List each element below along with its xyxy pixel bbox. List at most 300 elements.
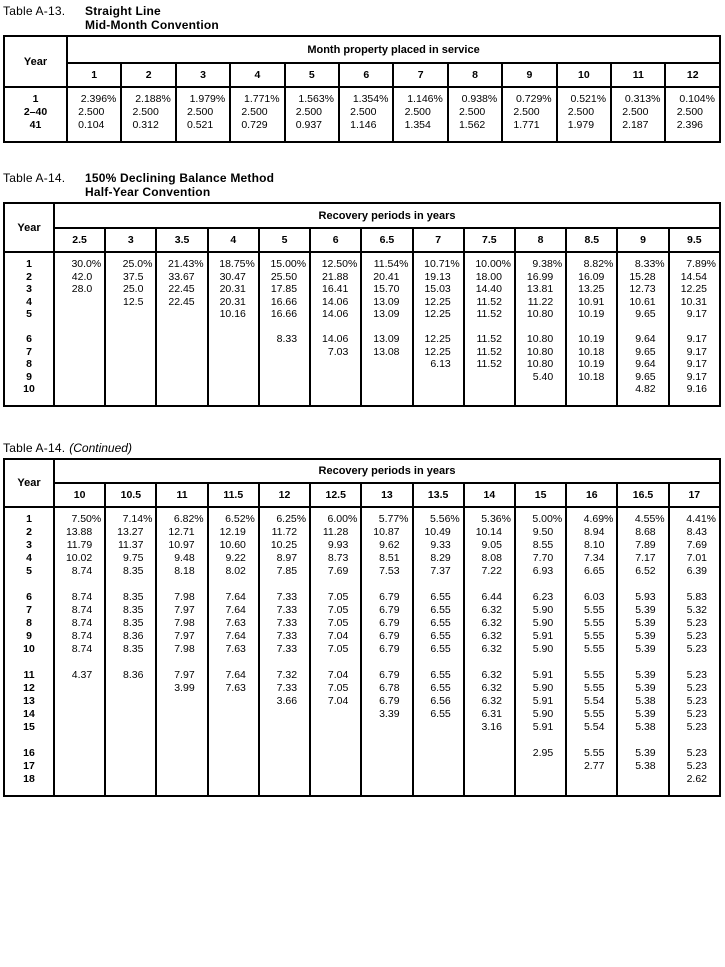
value-cell bbox=[617, 578, 668, 591]
value-cell: 8.33 bbox=[259, 333, 310, 346]
value-cell: 5.38 bbox=[617, 760, 668, 773]
value-cell: 5.23 bbox=[669, 682, 720, 695]
value-cell: 5.39 bbox=[617, 630, 668, 643]
value-cell: 2.500 bbox=[176, 106, 230, 119]
value-cell: 7.37 bbox=[413, 565, 464, 578]
table-row bbox=[4, 539, 720, 552]
value-cell bbox=[464, 747, 515, 760]
value-cell: 2.500 bbox=[502, 106, 556, 119]
value-cell bbox=[259, 760, 310, 773]
year-cell: 2–40 bbox=[4, 106, 67, 119]
table-a14-cont-continued: (Continued) bbox=[69, 440, 132, 455]
value-cell: 0.313% bbox=[611, 87, 665, 106]
value-cell bbox=[208, 721, 259, 734]
year-cell: 7 bbox=[4, 346, 54, 359]
value-cell bbox=[156, 695, 207, 708]
spacer-row bbox=[4, 578, 720, 591]
value-cell: 7.98 bbox=[156, 643, 207, 656]
value-cell bbox=[464, 321, 515, 334]
value-cell: 7.89% bbox=[669, 252, 720, 271]
value-cell: 16.41 bbox=[310, 283, 361, 296]
value-cell bbox=[259, 358, 310, 371]
value-cell: 16.66 bbox=[259, 308, 310, 321]
table-row bbox=[4, 591, 720, 604]
value-cell bbox=[413, 371, 464, 384]
value-cell: 6.32 bbox=[464, 617, 515, 630]
value-cell: 3.66 bbox=[259, 695, 310, 708]
value-cell: 6.32 bbox=[464, 669, 515, 682]
value-cell: 7.05 bbox=[310, 643, 361, 656]
value-cell: 0.937 bbox=[285, 119, 339, 142]
value-cell: 5.40 bbox=[515, 371, 566, 384]
value-cell bbox=[310, 371, 361, 384]
table-a13-title-line2: Mid-Month Convention bbox=[85, 18, 219, 32]
value-cell: 6.78 bbox=[361, 682, 412, 695]
year-cell: 5 bbox=[4, 308, 54, 321]
year-column-header: Year bbox=[4, 203, 54, 252]
spacer-row bbox=[4, 321, 720, 334]
value-cell: 16.09 bbox=[566, 271, 617, 284]
value-cell: 7.33 bbox=[259, 604, 310, 617]
value-cell: 7.22 bbox=[464, 565, 515, 578]
value-cell: 10.60 bbox=[208, 539, 259, 552]
value-cell: 9.16 bbox=[669, 383, 720, 406]
value-cell: 6.39 bbox=[669, 565, 720, 578]
column-header: 8 bbox=[448, 63, 502, 87]
value-cell: 7.32 bbox=[259, 669, 310, 682]
value-cell: 8.29 bbox=[413, 552, 464, 565]
year-cell: 10 bbox=[4, 643, 54, 656]
value-cell: 1.771 bbox=[502, 119, 556, 142]
value-cell: 9.65 bbox=[617, 346, 668, 359]
value-cell bbox=[156, 721, 207, 734]
value-cell: 7.33 bbox=[259, 682, 310, 695]
value-cell bbox=[54, 656, 105, 669]
value-cell: 1.146% bbox=[393, 87, 447, 106]
value-cell: 7.98 bbox=[156, 591, 207, 604]
value-cell: 15.03 bbox=[413, 283, 464, 296]
value-cell: 6.03 bbox=[566, 591, 617, 604]
value-cell bbox=[208, 656, 259, 669]
value-cell bbox=[208, 333, 259, 346]
value-cell bbox=[259, 383, 310, 406]
value-cell: 5.23 bbox=[669, 747, 720, 760]
column-header: 6.5 bbox=[361, 228, 412, 252]
value-cell: 10.87 bbox=[361, 526, 412, 539]
value-cell: 7.05 bbox=[310, 682, 361, 695]
column-header: 6 bbox=[310, 228, 361, 252]
value-cell: 5.55 bbox=[566, 617, 617, 630]
value-cell bbox=[413, 773, 464, 796]
value-cell: 5.23 bbox=[669, 721, 720, 734]
value-cell bbox=[105, 747, 156, 760]
value-cell: 10.25 bbox=[259, 539, 310, 552]
value-cell: 25.50 bbox=[259, 271, 310, 284]
year-cell: 1 bbox=[4, 87, 67, 106]
value-cell bbox=[54, 760, 105, 773]
column-header: 9.5 bbox=[669, 228, 720, 252]
value-cell bbox=[413, 383, 464, 406]
value-cell: 2.500 bbox=[611, 106, 665, 119]
value-cell: 18.00 bbox=[464, 271, 515, 284]
value-cell: 11.52 bbox=[464, 333, 515, 346]
column-header: 12 bbox=[259, 483, 310, 507]
value-cell bbox=[515, 773, 566, 796]
value-cell bbox=[515, 383, 566, 406]
value-cell bbox=[361, 578, 412, 591]
value-cell bbox=[361, 321, 412, 334]
table-a13-title bbox=[85, 4, 219, 32]
value-cell bbox=[515, 734, 566, 747]
value-cell bbox=[617, 656, 668, 669]
value-cell bbox=[413, 578, 464, 591]
value-cell bbox=[105, 695, 156, 708]
value-cell: 6.55 bbox=[413, 630, 464, 643]
year-cell: 7 bbox=[4, 604, 54, 617]
value-cell: 10.00% bbox=[464, 252, 515, 271]
value-cell: 10.31 bbox=[669, 296, 720, 309]
span-header: Recovery periods in years bbox=[54, 203, 720, 228]
value-cell: 13.09 bbox=[361, 333, 412, 346]
value-cell: 7.69 bbox=[310, 565, 361, 578]
value-cell bbox=[156, 346, 207, 359]
value-cell: 7.64 bbox=[208, 630, 259, 643]
value-cell: 7.14% bbox=[105, 507, 156, 526]
value-cell bbox=[669, 321, 720, 334]
value-cell: 0.312 bbox=[121, 119, 175, 142]
year-cell: 8 bbox=[4, 617, 54, 630]
year-cell: 9 bbox=[4, 371, 54, 384]
value-cell: 12.19 bbox=[208, 526, 259, 539]
column-header: 8.5 bbox=[566, 228, 617, 252]
value-cell bbox=[208, 773, 259, 796]
value-cell bbox=[156, 656, 207, 669]
value-cell: 8.74 bbox=[54, 565, 105, 578]
table-row bbox=[4, 682, 720, 695]
value-cell: 13.09 bbox=[361, 296, 412, 309]
value-cell: 5.54 bbox=[566, 695, 617, 708]
table-row bbox=[4, 773, 720, 796]
value-cell: 13.09 bbox=[361, 308, 412, 321]
value-cell bbox=[156, 358, 207, 371]
value-cell: 12.73 bbox=[617, 283, 668, 296]
value-cell bbox=[310, 747, 361, 760]
value-cell: 30.47 bbox=[208, 271, 259, 284]
value-cell bbox=[413, 721, 464, 734]
value-cell: 20.31 bbox=[208, 283, 259, 296]
value-cell: 6.13 bbox=[413, 358, 464, 371]
year-cell: 11 bbox=[4, 669, 54, 682]
column-header: 15 bbox=[515, 483, 566, 507]
value-cell: 0.104 bbox=[67, 119, 121, 142]
value-cell bbox=[105, 371, 156, 384]
value-cell: 2.187 bbox=[611, 119, 665, 142]
column-header: 11 bbox=[156, 483, 207, 507]
value-cell bbox=[361, 747, 412, 760]
table-a13-label: Table A-13. bbox=[3, 4, 66, 18]
table-a14-cont-label: Table A-14. bbox=[3, 440, 66, 455]
value-cell: 2.500 bbox=[230, 106, 284, 119]
value-cell: 8.08 bbox=[464, 552, 515, 565]
value-cell: 10.91 bbox=[566, 296, 617, 309]
value-cell: 2.77 bbox=[566, 760, 617, 773]
value-cell: 5.54 bbox=[566, 721, 617, 734]
value-cell bbox=[361, 760, 412, 773]
value-cell bbox=[259, 734, 310, 747]
value-cell bbox=[105, 383, 156, 406]
value-cell bbox=[413, 321, 464, 334]
table-row bbox=[4, 552, 720, 565]
value-cell: 8.10 bbox=[566, 539, 617, 552]
value-cell bbox=[617, 321, 668, 334]
value-cell bbox=[208, 760, 259, 773]
value-cell bbox=[259, 721, 310, 734]
value-cell: 6.55 bbox=[413, 604, 464, 617]
value-cell: 12.25 bbox=[413, 296, 464, 309]
value-cell bbox=[156, 383, 207, 406]
value-cell: 11.52 bbox=[464, 358, 515, 371]
column-header: 8 bbox=[515, 228, 566, 252]
value-cell: 6.55 bbox=[413, 682, 464, 695]
value-cell: 11.37 bbox=[105, 539, 156, 552]
value-cell: 2.500 bbox=[121, 106, 175, 119]
value-cell: 12.50% bbox=[310, 252, 361, 271]
value-cell: 7.33 bbox=[259, 617, 310, 630]
column-header: 12.5 bbox=[310, 483, 361, 507]
table-row bbox=[4, 695, 720, 708]
value-cell: 7.04 bbox=[310, 695, 361, 708]
value-cell: 9.17 bbox=[669, 358, 720, 371]
table-row bbox=[4, 283, 720, 296]
value-cell bbox=[515, 656, 566, 669]
value-cell bbox=[669, 656, 720, 669]
year-cell: 3 bbox=[4, 283, 54, 296]
column-header: 5 bbox=[259, 228, 310, 252]
value-cell: 15.28 bbox=[617, 271, 668, 284]
value-cell: 0.938% bbox=[448, 87, 502, 106]
value-cell: 5.55 bbox=[566, 708, 617, 721]
table-row bbox=[4, 333, 720, 346]
value-cell bbox=[54, 358, 105, 371]
value-cell bbox=[566, 321, 617, 334]
year-cell: 13 bbox=[4, 695, 54, 708]
value-cell: 6.56 bbox=[413, 695, 464, 708]
value-cell: 18.75% bbox=[208, 252, 259, 271]
value-cell bbox=[259, 773, 310, 796]
value-cell bbox=[105, 358, 156, 371]
value-cell bbox=[310, 760, 361, 773]
column-header: 16 bbox=[566, 483, 617, 507]
value-cell bbox=[413, 656, 464, 669]
value-cell: 28.0 bbox=[54, 283, 105, 296]
value-cell bbox=[515, 321, 566, 334]
table-a13-heading bbox=[3, 4, 725, 32]
value-cell: 7.63 bbox=[208, 682, 259, 695]
value-cell bbox=[464, 734, 515, 747]
value-cell bbox=[361, 721, 412, 734]
value-cell: 7.33 bbox=[259, 630, 310, 643]
value-cell bbox=[105, 734, 156, 747]
value-cell: 5.90 bbox=[515, 708, 566, 721]
value-cell: 5.55 bbox=[566, 643, 617, 656]
value-cell: 0.521% bbox=[557, 87, 611, 106]
column-header: 16.5 bbox=[617, 483, 668, 507]
value-cell bbox=[105, 682, 156, 695]
value-cell: 17.85 bbox=[259, 283, 310, 296]
value-cell: 5.90 bbox=[515, 682, 566, 695]
value-cell: 9.17 bbox=[669, 371, 720, 384]
value-cell: 10.18 bbox=[566, 346, 617, 359]
value-cell bbox=[156, 773, 207, 796]
spacer-row bbox=[4, 656, 720, 669]
table-row bbox=[4, 383, 720, 406]
value-cell: 14.06 bbox=[310, 308, 361, 321]
value-cell: 9.75 bbox=[105, 552, 156, 565]
value-cell: 6.79 bbox=[361, 669, 412, 682]
value-cell bbox=[208, 346, 259, 359]
year-cell: 5 bbox=[4, 565, 54, 578]
value-cell: 6.55 bbox=[413, 669, 464, 682]
value-cell: 0.104% bbox=[665, 87, 720, 106]
value-cell: 8.55 bbox=[515, 539, 566, 552]
value-cell: 5.55 bbox=[566, 604, 617, 617]
value-cell: 6.55 bbox=[413, 708, 464, 721]
span-header: Recovery periods in years bbox=[54, 459, 720, 483]
value-cell: 5.23 bbox=[669, 695, 720, 708]
table-row bbox=[4, 371, 720, 384]
value-cell: 5.91 bbox=[515, 630, 566, 643]
value-cell: 8.43 bbox=[669, 526, 720, 539]
year-cell: 1 bbox=[4, 252, 54, 271]
value-cell: 8.33% bbox=[617, 252, 668, 271]
table-row bbox=[4, 87, 720, 106]
value-cell: 1.563% bbox=[285, 87, 339, 106]
value-cell bbox=[515, 760, 566, 773]
year-cell: 12 bbox=[4, 682, 54, 695]
value-cell: 7.05 bbox=[310, 591, 361, 604]
year-cell: 2 bbox=[4, 526, 54, 539]
value-cell: 7.97 bbox=[156, 669, 207, 682]
value-cell bbox=[208, 695, 259, 708]
column-header: 10.5 bbox=[105, 483, 156, 507]
value-cell: 4.69% bbox=[566, 507, 617, 526]
column-header: 3.5 bbox=[156, 228, 207, 252]
value-cell: 14.06 bbox=[310, 333, 361, 346]
value-cell: 6.79 bbox=[361, 617, 412, 630]
value-cell bbox=[105, 773, 156, 796]
year-cell: 14 bbox=[4, 708, 54, 721]
value-cell: 9.64 bbox=[617, 358, 668, 371]
value-cell: 14.54 bbox=[669, 271, 720, 284]
value-cell bbox=[361, 371, 412, 384]
year-cell: 41 bbox=[4, 119, 67, 142]
value-cell: 6.52% bbox=[208, 507, 259, 526]
value-cell: 6.65 bbox=[566, 565, 617, 578]
value-cell bbox=[54, 682, 105, 695]
value-cell: 4.37 bbox=[54, 669, 105, 682]
value-cell bbox=[54, 734, 105, 747]
value-cell: 9.65 bbox=[617, 308, 668, 321]
value-cell: 7.85 bbox=[259, 565, 310, 578]
value-cell: 37.5 bbox=[105, 271, 156, 284]
value-cell: 8.51 bbox=[361, 552, 412, 565]
table-a14-continued bbox=[3, 458, 721, 797]
value-cell: 8.97 bbox=[259, 552, 310, 565]
value-cell bbox=[208, 578, 259, 591]
value-cell bbox=[54, 383, 105, 406]
value-cell bbox=[105, 760, 156, 773]
value-cell: 5.32 bbox=[669, 604, 720, 617]
value-cell: 9.38% bbox=[515, 252, 566, 271]
value-cell: 15.70 bbox=[361, 283, 412, 296]
value-cell bbox=[208, 734, 259, 747]
value-cell: 6.25% bbox=[259, 507, 310, 526]
column-header: 13.5 bbox=[413, 483, 464, 507]
value-cell: 10.02 bbox=[54, 552, 105, 565]
value-cell bbox=[310, 708, 361, 721]
value-cell: 5.23 bbox=[669, 760, 720, 773]
value-cell: 10.71% bbox=[413, 252, 464, 271]
value-cell bbox=[310, 734, 361, 747]
value-cell bbox=[105, 321, 156, 334]
value-cell bbox=[566, 734, 617, 747]
value-cell bbox=[54, 578, 105, 591]
column-header: 2 bbox=[121, 63, 175, 87]
value-cell: 1.979 bbox=[557, 119, 611, 142]
value-cell: 10.19 bbox=[566, 333, 617, 346]
value-cell: 2.396% bbox=[67, 87, 121, 106]
year-cell: 6 bbox=[4, 591, 54, 604]
table-a13 bbox=[3, 35, 721, 143]
value-cell bbox=[208, 321, 259, 334]
value-cell bbox=[310, 773, 361, 796]
value-cell: 22.45 bbox=[156, 296, 207, 309]
value-cell: 11.52 bbox=[464, 346, 515, 359]
value-cell bbox=[156, 308, 207, 321]
value-cell: 6.55 bbox=[413, 591, 464, 604]
year-cell: 9 bbox=[4, 630, 54, 643]
value-cell: 42.0 bbox=[54, 271, 105, 284]
value-cell: 9.17 bbox=[669, 333, 720, 346]
value-cell: 6.32 bbox=[464, 643, 515, 656]
value-cell: 5.55 bbox=[566, 669, 617, 682]
value-cell: 5.55 bbox=[566, 630, 617, 643]
value-cell: 10.49 bbox=[413, 526, 464, 539]
value-cell: 7.03 bbox=[310, 346, 361, 359]
value-cell bbox=[54, 321, 105, 334]
value-cell: 14.06 bbox=[310, 296, 361, 309]
value-cell: 13.25 bbox=[566, 283, 617, 296]
year-cell: 4 bbox=[4, 552, 54, 565]
value-cell: 5.93 bbox=[617, 591, 668, 604]
value-cell bbox=[54, 695, 105, 708]
value-cell: 7.97 bbox=[156, 604, 207, 617]
value-cell: 8.74 bbox=[54, 617, 105, 630]
value-cell bbox=[515, 578, 566, 591]
value-cell: 12.5 bbox=[105, 296, 156, 309]
value-cell: 5.38 bbox=[617, 695, 668, 708]
value-cell: 5.39 bbox=[617, 604, 668, 617]
value-cell: 21.43% bbox=[156, 252, 207, 271]
year-cell: 6 bbox=[4, 333, 54, 346]
value-cell: 7.69 bbox=[669, 539, 720, 552]
value-cell: 7.53 bbox=[361, 565, 412, 578]
value-cell: 10.18 bbox=[566, 371, 617, 384]
value-cell: 10.61 bbox=[617, 296, 668, 309]
year-cell: 3 bbox=[4, 539, 54, 552]
value-cell bbox=[156, 371, 207, 384]
value-cell: 8.82% bbox=[566, 252, 617, 271]
